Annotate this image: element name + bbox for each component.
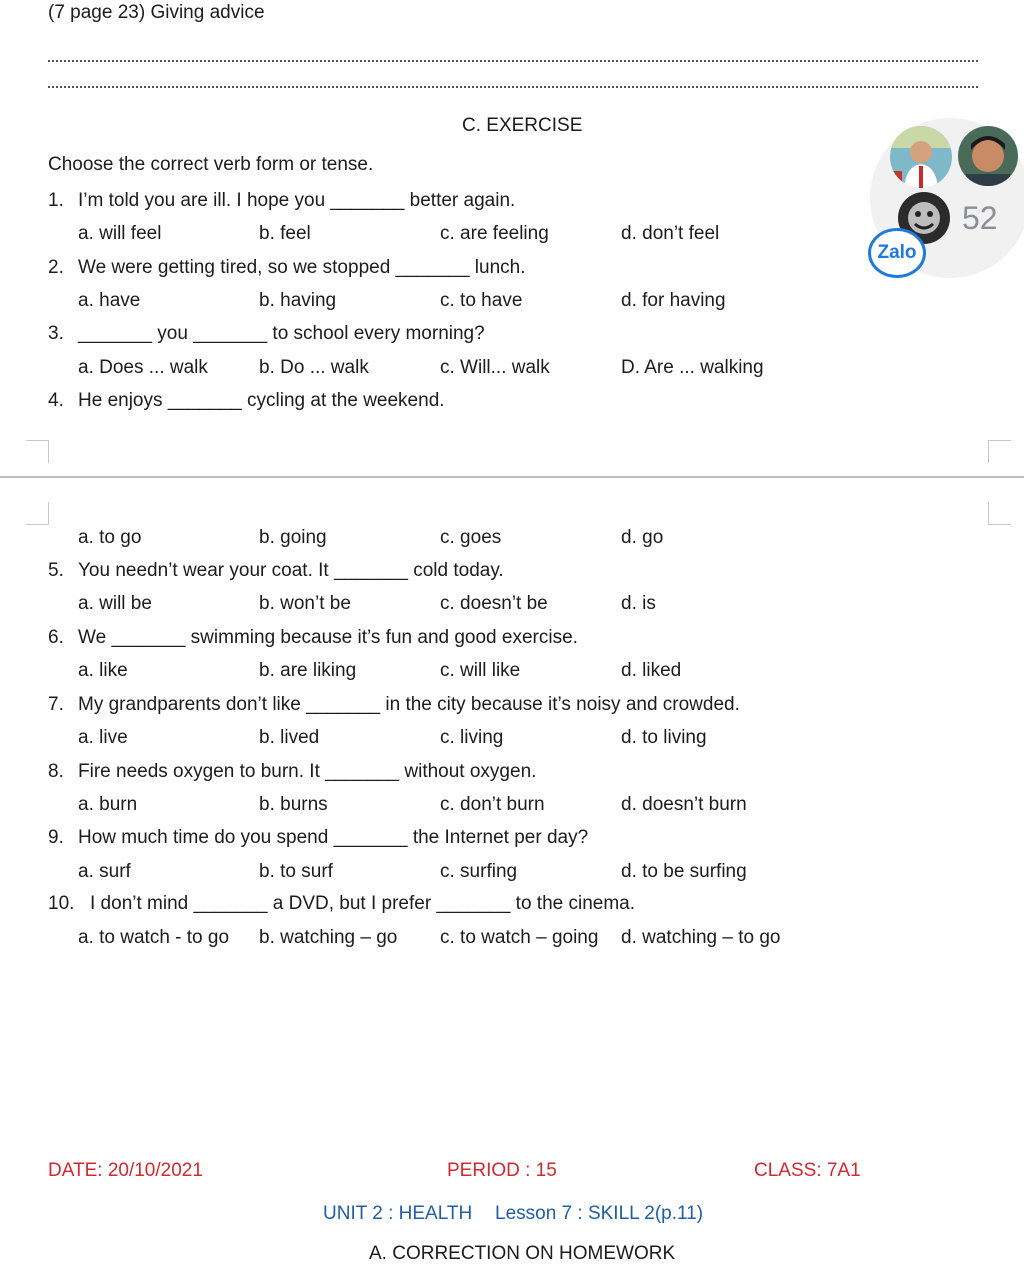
answer-blank: _______ xyxy=(333,827,408,848)
answer-option: a. like xyxy=(78,660,128,681)
answer-option: c. are feeling xyxy=(440,223,549,244)
answer-option: a. to go xyxy=(78,527,142,548)
answer-option: a. to watch - to go xyxy=(78,927,230,948)
unread-count-badge: 52 xyxy=(962,200,998,236)
answer-option: c. will like xyxy=(440,660,521,681)
answer-option: d. doesn’t burn xyxy=(621,794,747,815)
question-text xyxy=(78,627,578,649)
question-text-part: He enjoys xyxy=(78,390,168,411)
class-label: CLASS: 7A1 xyxy=(754,1160,861,1181)
question-text-part: We were getting tired, so we stopped xyxy=(78,257,396,278)
instruction: Choose the correct verb form or tense. xyxy=(48,154,374,175)
correction-heading: A. CORRECTION ON HOMEWORK xyxy=(369,1243,676,1264)
question-text xyxy=(78,323,485,345)
answer-blank: _______ xyxy=(330,190,405,211)
answer-option: d. to be surfing xyxy=(621,861,747,882)
dotted-line xyxy=(48,86,978,88)
answer-option: a. will be xyxy=(78,593,152,614)
answer-option: c. Will... walk xyxy=(440,357,550,378)
lesson-label: Lesson 7 : SKILL 2(p.11) xyxy=(495,1203,704,1224)
question-text-part: better again. xyxy=(404,190,516,211)
question-text-part: We xyxy=(78,627,112,648)
question-text xyxy=(78,761,536,783)
answer-option: c. goes xyxy=(440,527,502,548)
answer-option: b. lived xyxy=(259,727,320,748)
section-title: C. EXERCISE xyxy=(462,115,583,136)
zalo-logo-icon[interactable]: Zalo xyxy=(868,228,926,278)
question-text-part: My grandparents don’t like xyxy=(78,694,307,715)
question-text xyxy=(78,390,445,412)
answer-option: d. liked xyxy=(621,660,682,681)
period-label: PERIOD : 15 xyxy=(447,1160,557,1181)
question-text-part: cycling at the weekend. xyxy=(241,390,445,411)
question-number: 8. xyxy=(48,761,64,782)
answer-blank: _______ xyxy=(167,390,242,411)
crop-mark xyxy=(26,440,49,463)
crop-mark xyxy=(988,502,1011,525)
answer-blank: _______ xyxy=(325,761,400,782)
question-text-part: lunch. xyxy=(469,257,526,278)
answer-option: D. Are ... walking xyxy=(621,357,764,378)
answer-option: b. feel xyxy=(259,223,311,244)
question-text-part: cold today. xyxy=(407,560,504,581)
answer-option: b. are liking xyxy=(259,660,357,681)
question-text-part: to school every morning? xyxy=(267,323,485,344)
answer-option: d. don’t feel xyxy=(621,223,720,244)
question-text xyxy=(90,893,635,915)
question-text-part: without oxygen. xyxy=(399,761,537,782)
answer-option: c. to watch – going xyxy=(440,927,599,948)
question-text-part: You needn’t wear your coat. It xyxy=(78,560,334,581)
answer-option: b. burns xyxy=(259,794,328,815)
question-text-part: in the city because it’s noisy and crowded. xyxy=(380,694,740,715)
question-text xyxy=(78,190,515,212)
answer-blank: _______ xyxy=(193,893,268,914)
question-text-part: swimming because it’s fun and good exercise. xyxy=(185,627,578,648)
question-text xyxy=(78,827,588,849)
answer-option: c. doesn’t be xyxy=(440,593,548,614)
question-number: 5. xyxy=(48,560,64,581)
answer-option: a. live xyxy=(78,727,128,748)
question-text-part: How much time do you spend xyxy=(78,827,334,848)
question-number: 1. xyxy=(48,190,64,211)
page-title: (7 page 23) Giving advice xyxy=(48,2,265,23)
answer-option: a. burn xyxy=(78,794,138,815)
unit-label: UNIT 2 : HEALTH xyxy=(323,1203,473,1224)
question-text-part: I don’t mind xyxy=(90,893,194,914)
answer-option: d. watching – to go xyxy=(621,927,781,948)
question-text-part: Fire needs oxygen to burn. It xyxy=(78,761,326,782)
question-number: 7. xyxy=(48,694,64,715)
question-text-part: a DVD, but I prefer xyxy=(267,893,437,914)
answer-option: b. Do ... walk xyxy=(259,357,369,378)
answer-option: a. have xyxy=(78,290,141,311)
answer-option: a. surf xyxy=(78,861,131,882)
question-text xyxy=(78,257,526,279)
answer-option: b. won’t be xyxy=(259,593,351,614)
question-number: 10. xyxy=(48,893,75,914)
answer-option: d. to living xyxy=(621,727,707,748)
question-text-part: the Internet per day? xyxy=(407,827,589,848)
question-number: 6. xyxy=(48,627,64,648)
avatar[interactable] xyxy=(958,126,1018,186)
date-label: DATE: 20/10/2021 xyxy=(48,1160,203,1181)
answer-blank: _______ xyxy=(193,323,268,344)
answer-option: c. don’t burn xyxy=(440,794,545,815)
crop-mark xyxy=(26,502,49,525)
avatar[interactable] xyxy=(890,126,952,188)
question-number: 4. xyxy=(48,390,64,411)
question-number: 3. xyxy=(48,323,64,344)
answer-blank: _______ xyxy=(333,560,408,581)
answer-blank: _______ xyxy=(436,893,511,914)
question-number: 9. xyxy=(48,827,64,848)
answer-option: b. having xyxy=(259,290,337,311)
page-separator xyxy=(0,476,1024,478)
answer-option: c. to have xyxy=(440,290,523,311)
question-number: 2. xyxy=(48,257,64,278)
question-text xyxy=(78,560,504,582)
answer-option: d. go xyxy=(621,527,664,548)
question-text-part: you xyxy=(151,323,194,344)
question-text xyxy=(78,694,740,716)
answer-blank: _______ xyxy=(78,323,152,344)
crop-mark xyxy=(988,440,1011,463)
answer-option: d. for having xyxy=(621,290,726,311)
answer-option: a. will feel xyxy=(78,223,162,244)
answer-blank: _______ xyxy=(306,694,381,715)
answer-option: d. is xyxy=(621,593,656,614)
answer-option: c. surfing xyxy=(440,861,518,882)
answer-option: a. Does ... walk xyxy=(78,357,208,378)
answer-blank: _______ xyxy=(395,257,470,278)
question-text-part: I’m told you are ill. I hope you xyxy=(78,190,331,211)
answer-option: b. watching – go xyxy=(259,927,398,948)
answer-blank: _______ xyxy=(111,627,186,648)
dotted-line xyxy=(48,60,978,62)
answer-option: b. to surf xyxy=(259,861,333,882)
answer-option: c. living xyxy=(440,727,504,748)
answer-option: b. going xyxy=(259,527,327,548)
question-text-part: to the cinema. xyxy=(510,893,636,914)
